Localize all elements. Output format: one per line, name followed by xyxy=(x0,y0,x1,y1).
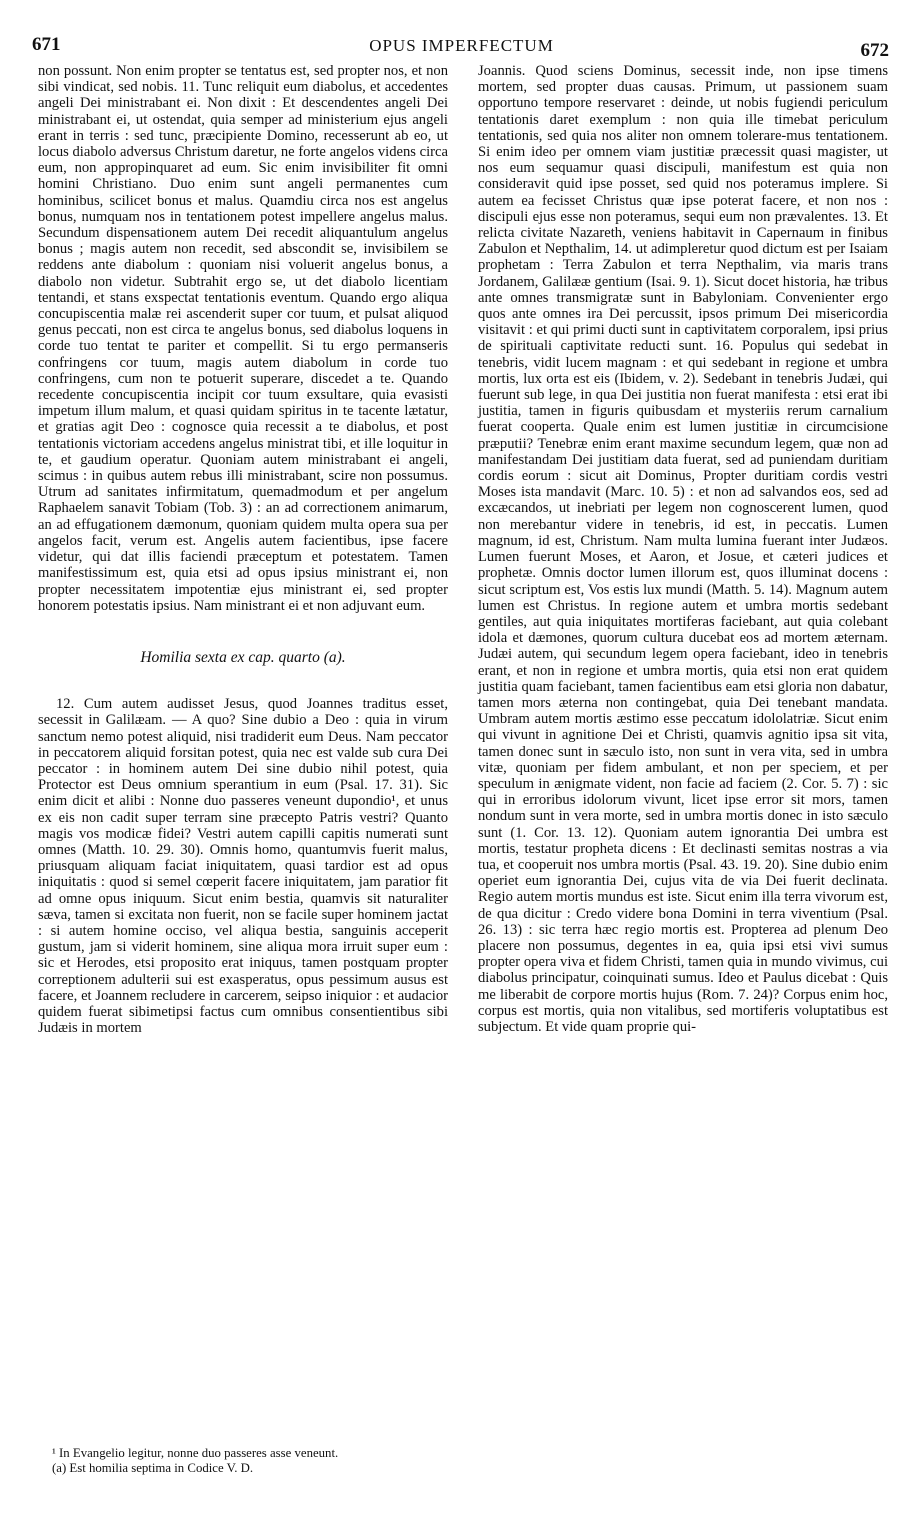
left-column xyxy=(38,63,448,1036)
footnotes xyxy=(38,1446,448,1476)
footnote-a: (a) Est homilia septima in Codice V. D. xyxy=(52,1461,254,1475)
page-number-left: 671 xyxy=(32,34,61,55)
running-title: OPUS IMPERFECTUM xyxy=(369,36,554,55)
left-paragraph-2: 12. Cum autem audisset Jesus, quod Joannes traditus esset, secessit in Galilæam. — A quo? Sine dubio a Deo : quia in virum sanctum nemo potest aliquid, nisi tradiderit eum Deus. Nam peccator in peccatorem aliquid forsitan potest, quia nec est valde sub cura Dei peccator : in hominem autem Dei sine dubio nihil potest, quia Protector est Deus omnium sperantium in eum (Psal. 17. 31). Sic enim dicit et alibi : Nonne duo passeres veneunt dupondio¹, et unus ex eis non cadit super terram sine præcepto Patris vestri? Quanto magis vos modicæ fidei? Vestri autem capilli capitis numerati sunt omnes (Matth. 10. 29. 30). Omnis homo, quantumvis fuerit malus, priusquam aliquam faciat iniquitatem, quasi tardior est ad opus iniquitatis : quod si semel cœperit facere iniquitatem, jam paratior fit ad omne opus iniquum. Sicut enim bestia, quamvis sit naturaliter sæva, tamen si excitata non fuerit, non se facile super hominem jactat : si autem homine occiso, vel aliqua bestia, sanguinis acceperit gustum, jam si viderit hominem, sine aliqua mora irruit super eum : sic et Herodes, etsi proposito erat iniquus, tamen postquam propter correptionem adulterii sui est exasperatus, opus pessimum ausus est facere, et Joannem recludere in carcerem, seipso iniquior : et audacior quidem fuerat sibimetipsi factus cum omnibus consentientibus sibi Judæis in mortem xyxy=(38,696,448,1037)
right-column xyxy=(478,63,888,1035)
page-header xyxy=(0,34,923,61)
left-paragraph-1: non possunt. Non enim propter se tentatus est, sed propter nos, et non sibi vindicat, sed nobis. 11. Tunc reliquit eum diabolus, et accedentes angeli Dei ministrabant ei. Non dixit : Et descendentes angeli Dei ministrabant ei, ut ostendat, quia semper ad ministerium ejus angeli erant in terris : sed tunc, præcipiente Domino, recesserunt ab eo, ut locus diabolo adversus Christum daretur, ne forte angelos videns circa eum, non appropinquaret ad eum. Sic enim invisibiliter fit omni homini Christiano. Duo enim sunt angeli permanentes cum hominibus, scilicet bonus et malus. Quamdiu circa nos est angelus bonus, numquam nos in tentationem potest impellere angelus malus. Secundum dispensationem autem Dei recedit aliquantulum angelus bonus ; magis autem non recedit, sed abscondit se, invisibilem se reddens ante diabolum : quoniam nisi voluerit angelus bonus, a diabolo non videtur. Subtrahit ergo se, ut det diabolo licentiam tentandi, et stans exspectat tentationis eventum. Quando ergo aliqua concupiscentia malæ rei ascenderit super cor tuum, et pulsat aliquod genus peccati, non est circa te angelus bonus, sed diabolus loquens in corde tuo tentat te pariter et compellit. Si tu ergo permanseris confringens cor tuum, magis autem diabolum in corde tuo confringens, cum non te potuerit superare, discedet a te. Quando recedente concupiscentia incipit cor tuum exsultare, quia evasisti impetum illum malum, et quasi quidam spiritus in te tacente lætatur, et gratias agit Deo : cognosce quia recessit a te diabolus, et post tentationis victoriam accedens angelus ministrat tibi, et ille loquitur in te, et gaudium operatur. Quoniam autem ministrabant ei angeli, scimus : in quibus autem rebus illi ministrabant, scire non possumus. Utrum ad sanitates infirmitatum, quemadmodum et per angelum Raphaelem sanavit Tobiam (Tob. 3) : an ad correctionem animarum, an ad effugationem dæmonum, quoniam quidem multa opera sua per angelos facit, verum est. Angelis autem facientibus, ipse facere videtur, qui dat illis faciendi præceptum et potestatem. Tamen manifestissimum est, quia etsi ad opus ipsius ministrant ei, non propter necessitatem impotentiæ ejus ministrant ei, sed propter honorem potestatis ipsius. Nam ministrant ei et non adjuvant eum. xyxy=(38,63,448,614)
homily-heading: Homilia sexta ex cap. quarto (a). xyxy=(140,648,346,666)
right-paragraph-1: Joannis. Quod sciens Dominus, secessit inde, non ipse timens mortem, sed propter duas causas. Primum, ut passionem suam opportuno tempore reservaret : deinde, ut nobis fugiendi periculum tentationis daret exemplum : non quia ille timebat periculum tentationis, sed quia nos aliter non omnem tolerare-mus tentationem. Si enim ideo per omnem viam justitiæ præcessit quasi magister, ut nos eum sequamur quasi discipuli, manifestum est quia non consideravit quid ipse posset, sed quid nos poteramus implere. Si autem ea fecisset Christus quæ ipse poterat facere, et non nos : discipuli ejus esse non poteramus, sequi eum non prævalentes. 13. Et relicta civitate Nazareth, veniens habitavit in Capernaum in finibus Zabulon et Nepthalim, 14. ut adimpleretur quod dictum est per Isaiam prophetam : Terra Zabulon et terra Nepthalim, via maris trans Jordanem, Galilææ gentium (Isai. 9. 1). Sicut docet historia, hæ tribus ante omnes transmigratæ sunt in Babyloniam. Convenienter ergo quos ante omnes ira Dei percussit, ipsos primum Dei misericordia visitavit : et qui primi ducti sunt in captivitatem corporalem, ipsi prius de spirituali captivitate reducti sunt. 16. Populus qui sedebat in tenebris, vidit lucem magnam : et qui sedebant in regione et umbra mortis, lux orta est eis (Ibidem, v. 2). Sedebant in tenebris Judæi, qui fuerunt sub lege, in qua Dei justitia non fuerat manifesta : etsi erat ibi justitia, tamen in figuris quibusdam et mysteriis rerum carnalium fuerat cooperta. Quale enim est lumen justitiæ in circumcisione præputii? Tenebræ enim erant maxime secundum legem, quæ non ad manifestandam Dei justitiam data fuerat, sed ad puniendam duritiam cordis eorum : sicut ait Dominus, Propter duritiam cordis vestri Moses ista mandavit (Marc. 10. 5) : et non ad salvandos eos, sed ad excæcandos, ut inebriati per legem non cognoscerent lumen, quod non merebantur videre in tenebris, id est, in peccatis. Lumen magnum, id est, Christum. Nam multa lumina fuerant inter Judæos. Lumen fuerunt Moses, et Aaron, et Josue, et cæteri judices et prophetæ. Omnis doctor lumen illorum est, quos illuminat docens : sicut scriptum est, Vos estis lux mundi (Matth. 5. 14). Magnum autem lumen est Christus. In regione autem et umbra mortis sedebant gentiles, aut quia iniquitates mortiferas faciebant, aut quia colebant idola et dæmones, quorum cultura ducebat eos ad mortem æternam. Judæi autem, qui secundum legem opera faciebant, ideo in tenebris erant, et non in regione et umbra mortis, quia etsi non erat quidem justitia quam faciebant, tamen facientibus eam etsi gloria non dabatur, tamen mors æterna non contingebat, quia Dei tenebant mandata. Umbram autem mortis æstimo esse peccatum idololatriæ. Sicut enim qui vivunt in agnitione Dei et Christi, quamvis agnitio ipsa sit vita, tamen donec sunt in sæculo isto, non sunt in vera vita, sed in umbra vitæ, quoniam per fidem ambulant, et non per speciem, et per speculum in ænigmate vident, non facie ad faciem (2. Cor. 5. 7) : sic qui in erroribus idolorum vivunt, licet ipse error sit mors, tamen nondum sunt in vera morte, sed in umbra mortis donec in isto sæculo sunt (1. Cor. 13. 12). Quoniam autem ignorantia Dei umbra est mortis, testatur propheta dicens : Et declinasti semitas nostras a via tua, et cooperuit nos umbra mortis (Psal. 43. 19. 20). Sine dubio enim operiet eum ignorantia Dei, cujus vita de via Dei fuerit declinata. Regio autem mortis mundus est iste. Sicut enim illa terra vivorum est, de qua dicitur : Credo videre bona Domini in terra viventium (Psal. 26. 13) : sic terra hæc regio mortis est. Propterea ad plenum Deo placere non possumus, degentes in ea, quia ipsi etsi vivi sumus propter opera viva et fidem Christi, tamen quia in mundo vivimus, cui diabolus principatur, coinquinati sumus. Ideo et Paulus dicebat : Quis me liberabit de corpore mortis hujus (Rom. 7. 24)? Corpus enim hoc, corpus est mortis, quia non vitalibus, sed mortiferis voluptatibus est subjectum. Et vide quam proprie qui- xyxy=(478,63,888,1035)
page-number-right: 672 xyxy=(860,40,889,61)
footnote-1: ¹ In Evangelio legitur, nonne duo passeres asse veneunt. xyxy=(52,1446,339,1460)
